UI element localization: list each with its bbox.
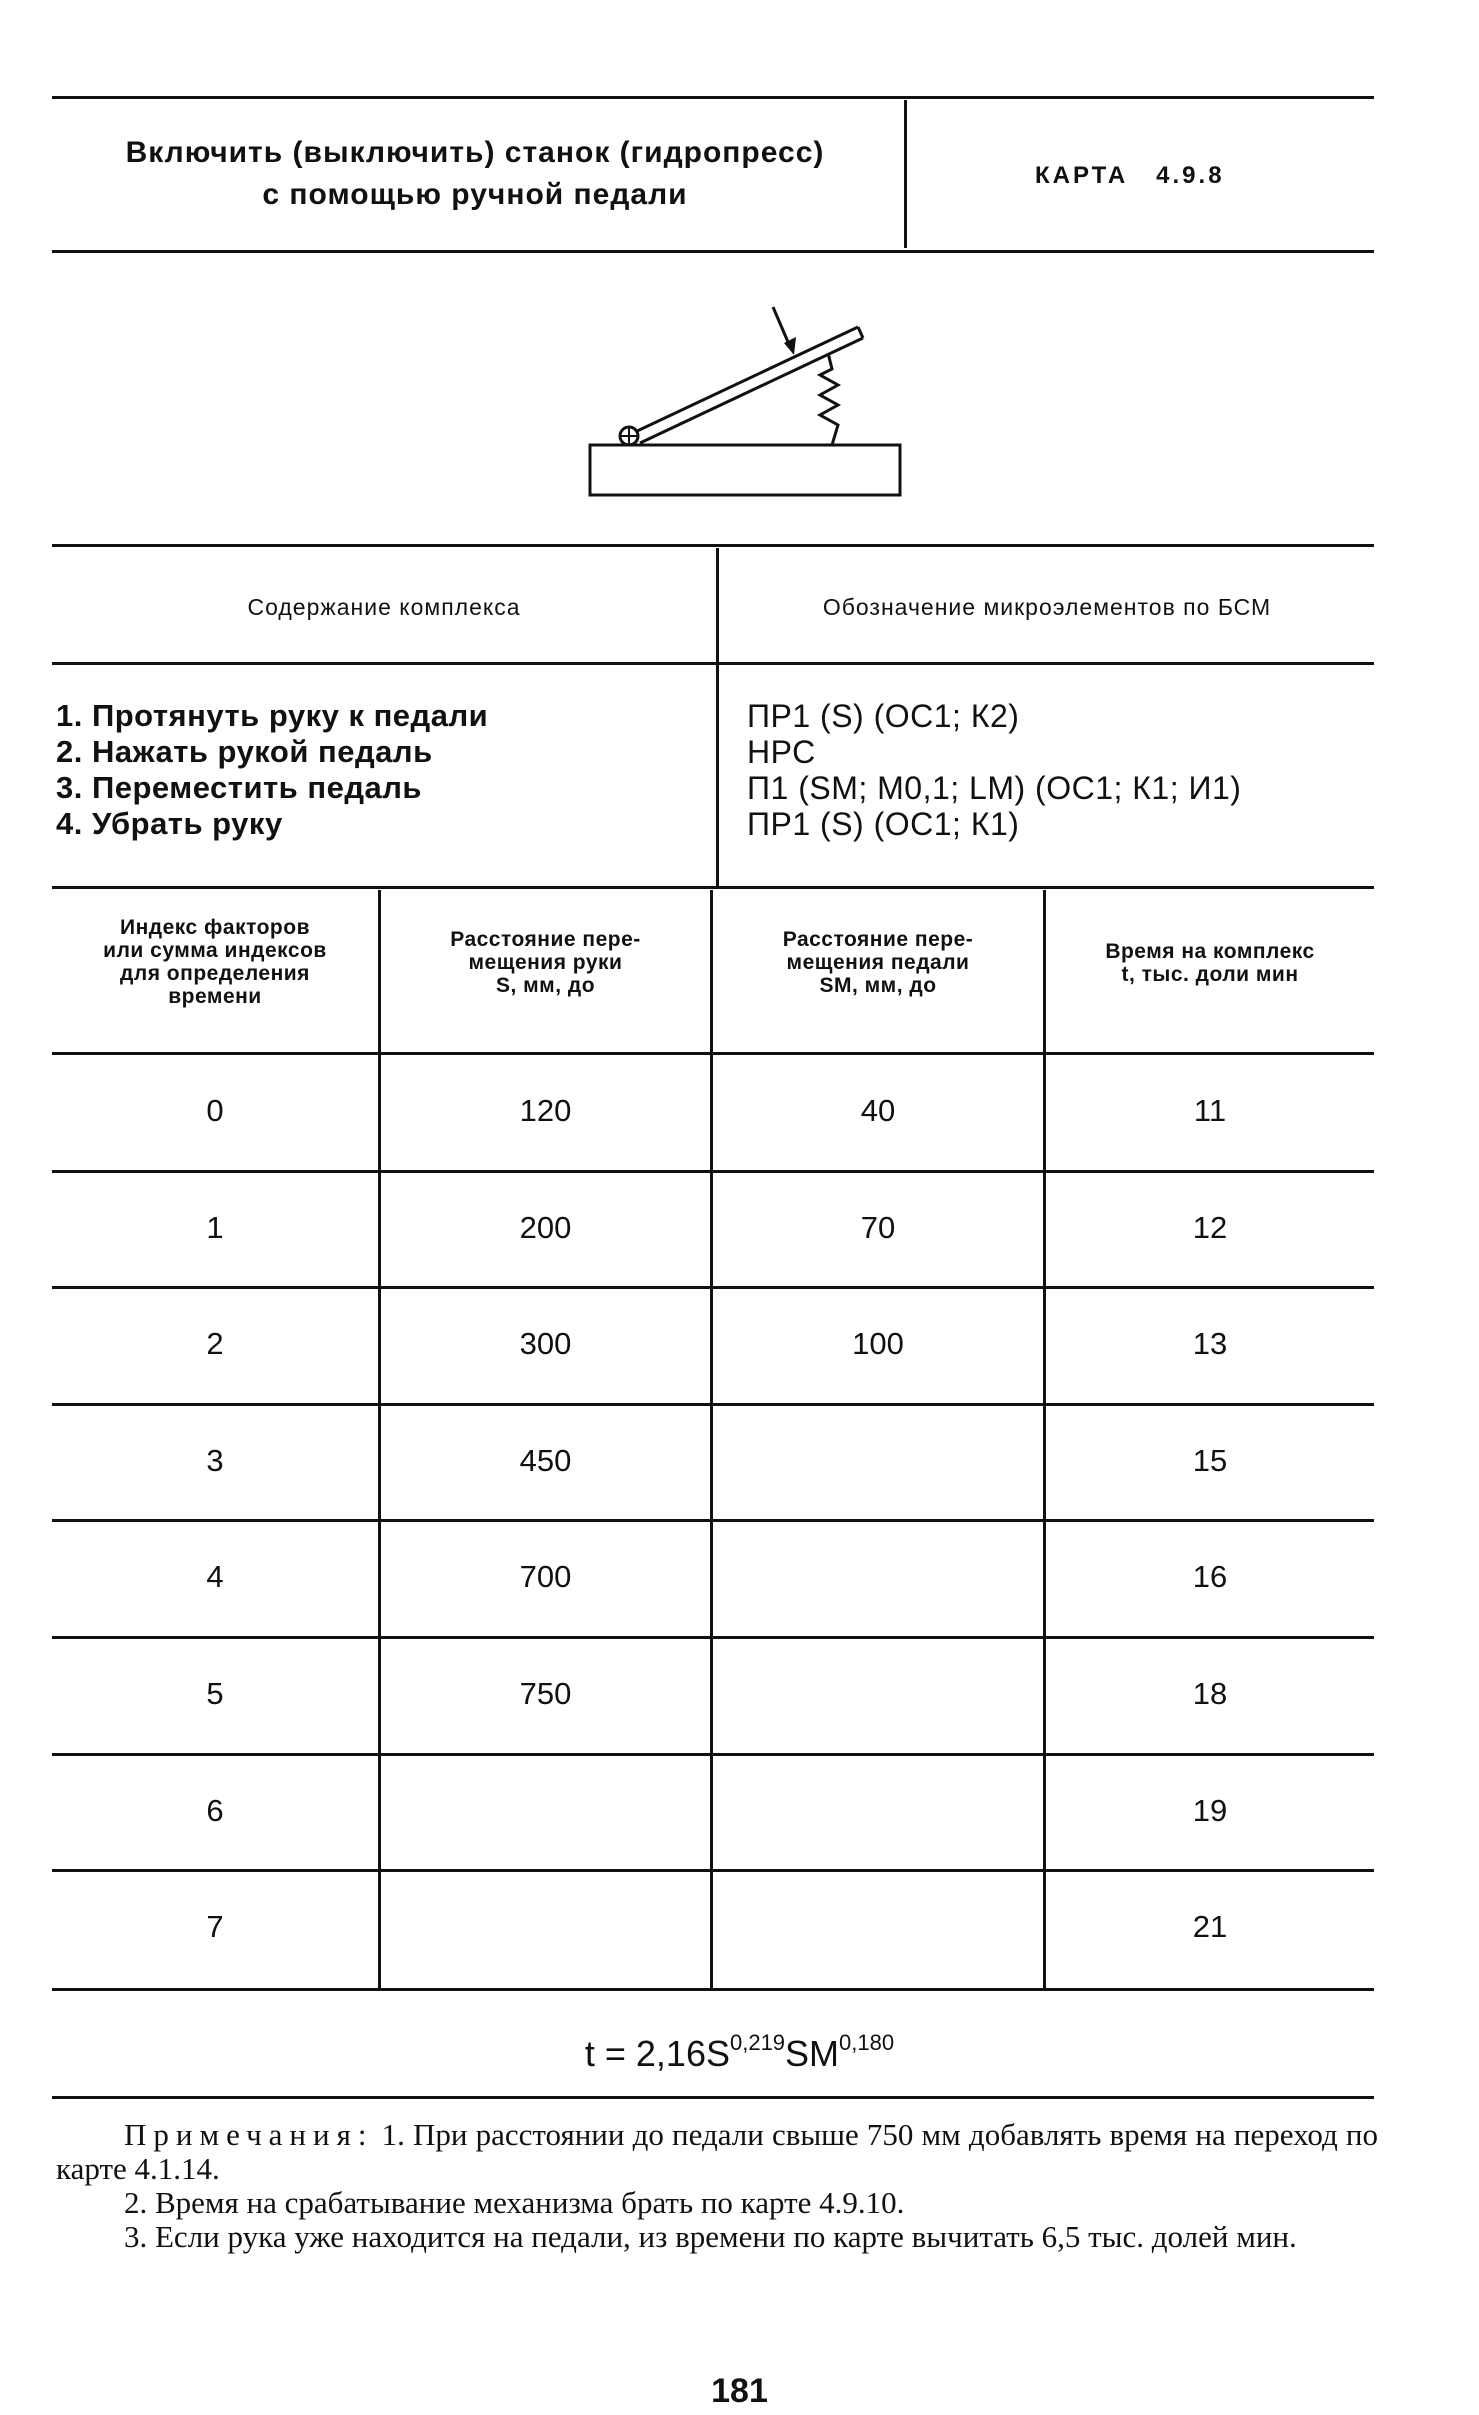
pedal-arm-end: [858, 327, 863, 338]
table-cell: 300: [519, 1326, 572, 1362]
table-cell: 5: [206, 1676, 224, 1711]
table-cell: 200: [519, 1209, 572, 1245]
column-header-hand-distance: Расстояние пере- мещения руки S, мм, до: [450, 928, 641, 997]
table-cell: 70: [860, 1209, 896, 1245]
card-title: [60, 132, 890, 216]
table-row-rule: [52, 1403, 1374, 1406]
note-3: 3. Если рука уже находится на педали, из времени по карте вычитать 6,5 тыс. долей мин.: [124, 2219, 1297, 2254]
notes-label: Примечания:: [124, 2117, 374, 2152]
card-id: [1035, 162, 1225, 190]
table-row-rule: [52, 1286, 1374, 1289]
step-item: 1. Протянуть руку к педали: [56, 698, 489, 733]
table-row-rule: [52, 1753, 1374, 1756]
table-cell: 1: [206, 1209, 224, 1245]
table-col-divider-1: [378, 890, 381, 1990]
table-row-rule: [52, 1636, 1374, 1639]
table-row-rule: [52, 1869, 1374, 1872]
table-cell: 11: [1193, 1093, 1227, 1128]
code-item: НРС: [747, 734, 816, 770]
card-title-line2: с помощью ручной педали: [262, 178, 688, 211]
table-cell: 700: [519, 1559, 572, 1595]
table-col-divider-2: [710, 890, 713, 1990]
table-row-rule: [52, 1519, 1374, 1522]
column-header-notation: Обозначение микроэлементов по БСМ: [822, 594, 1272, 620]
step-list: [56, 698, 488, 842]
machine-base: [590, 445, 900, 495]
header-divider: [904, 100, 907, 248]
page-number: 181: [711, 2372, 768, 2410]
rule-complex-header: [52, 662, 1374, 665]
rule-table-bottom: [52, 1988, 1374, 1991]
table-cell: 15: [1192, 1442, 1228, 1478]
column-header-content: Содержание комплекса: [247, 594, 521, 620]
column-header-pedal-distance: Расстояние пере- мещения педали SM, мм, до: [782, 928, 974, 997]
card-title-line1: Включить (выключить) станок (гидропресс): [125, 136, 825, 169]
table-cell: 18: [1192, 1676, 1228, 1711]
step-item: 3. Переместить педаль: [56, 770, 422, 805]
rule-table-top: [52, 886, 1374, 889]
step-item: 2. Нажать рукой педаль: [56, 734, 433, 769]
table-cell: 13: [1192, 1326, 1228, 1362]
table-cell: 7: [206, 1909, 224, 1945]
pedal-illustration: [580, 285, 910, 505]
table-cell: 16: [1192, 1559, 1228, 1595]
column-header-index: Индекс факторов или сумма индексов для определения времени: [103, 916, 327, 1008]
return-spring: [820, 353, 838, 445]
table-cell: 120: [519, 1093, 572, 1128]
table-cell: 40: [860, 1093, 896, 1128]
table-cell: 450: [519, 1442, 572, 1478]
rule-table-header: [52, 1052, 1374, 1055]
table-cell: 750: [519, 1676, 572, 1711]
complex-divider: [716, 548, 719, 888]
step-item: 4. Убрать руку: [56, 806, 283, 841]
table-cell: 21: [1192, 1909, 1228, 1945]
rule-top: [52, 96, 1374, 99]
card-number: 4.9.8: [1156, 162, 1225, 189]
code-item: П1 (SM; M0,1; LM) (ОС1; К1; И1): [747, 770, 1242, 806]
table-cell: 0: [206, 1093, 224, 1128]
rule-formula-bottom: [52, 2096, 1374, 2099]
column-header-time: Время на комплекс t, тыс. доли мин: [1105, 940, 1315, 986]
table-cell: 19: [1192, 1792, 1228, 1828]
table-cell: 4: [206, 1559, 224, 1595]
note-1: 1. При расстоянии до педали свыше 750 мм добавлять время на переход по карте 4.1.14.: [56, 2117, 1379, 2186]
table-cell: 100: [852, 1326, 904, 1362]
table-cell: 3: [206, 1442, 224, 1478]
microelement-codes: [747, 698, 1241, 842]
table-cell: 12: [1192, 1209, 1228, 1245]
rule-header-bottom: [52, 250, 1374, 253]
code-item: ПР1 (S) (ОС1; К1): [747, 806, 1020, 842]
table-row-rule: [52, 1170, 1374, 1173]
table-cell: 6: [206, 1792, 224, 1828]
card-label: КАРТА: [1035, 162, 1129, 189]
table-cell: 2: [206, 1326, 224, 1362]
notes: [56, 2118, 1378, 2254]
code-item: ПР1 (S) (ОС1; К2): [747, 698, 1020, 734]
rule-complex-top: [52, 544, 1374, 547]
note-2: 2. Время на срабатывание механизма брать по карте 4.9.10.: [124, 2185, 905, 2220]
time-formula: $t = 2,16S^{0,219}SM^{0,180}$: [584, 2030, 895, 2074]
